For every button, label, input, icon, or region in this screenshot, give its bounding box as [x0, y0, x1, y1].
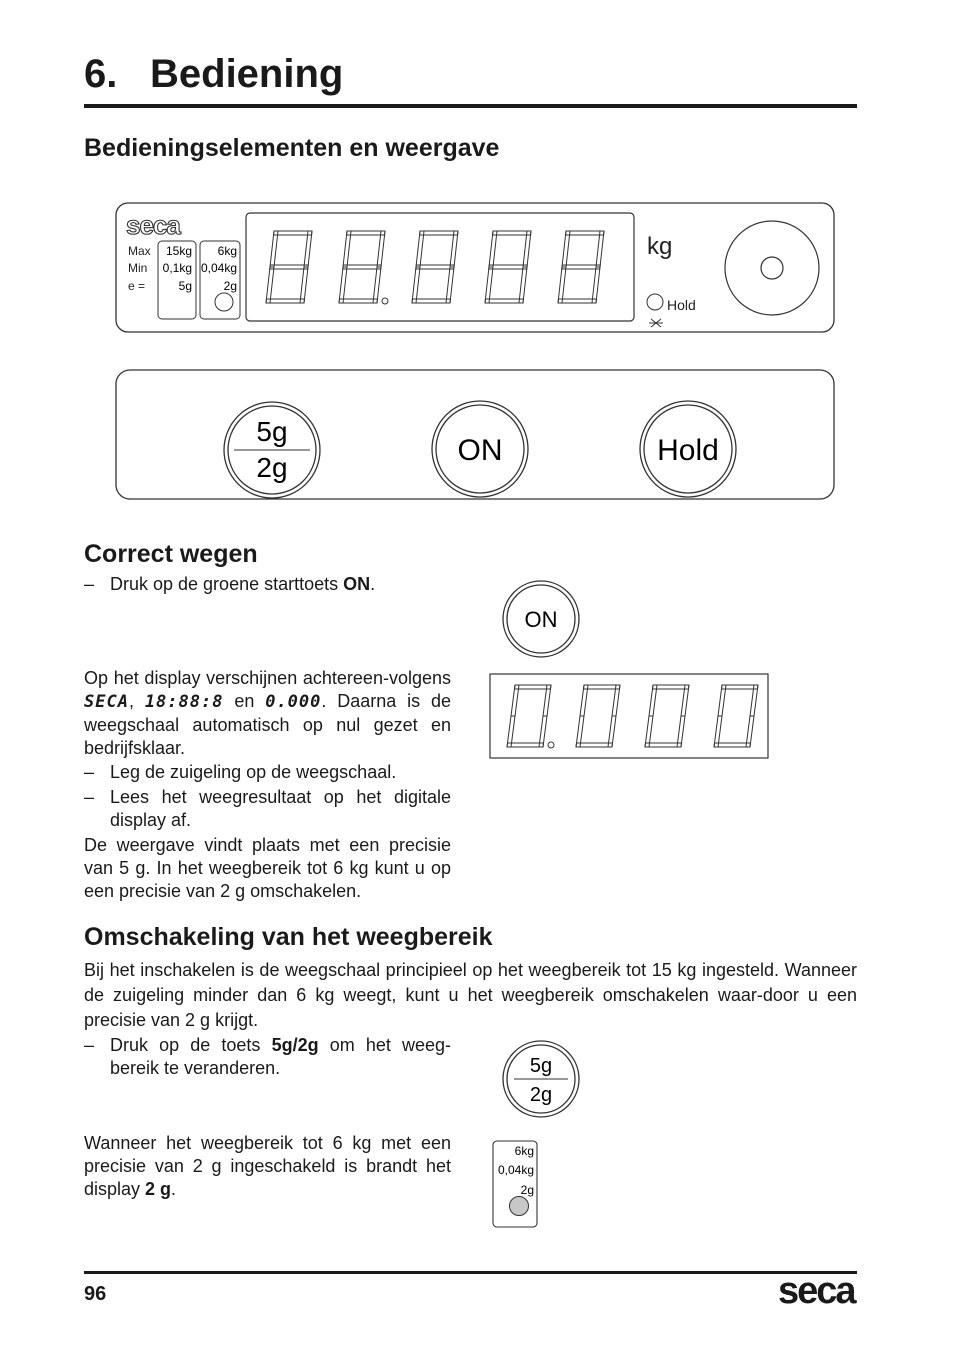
indicator-led-on	[510, 1197, 529, 1216]
step-press-range-key	[84, 1034, 451, 1080]
digit-segment	[576, 716, 584, 747]
digit-segment	[420, 231, 458, 235]
digit-segment	[592, 267, 600, 303]
seca-logo-footer: seca	[778, 1270, 855, 1312]
step-bold: 5g/2g	[271, 1035, 319, 1055]
digit-segment	[566, 231, 604, 235]
digit-segment	[583, 685, 620, 689]
hold-key-label: Hold	[657, 434, 719, 467]
range2-indicator-led	[215, 293, 233, 311]
zero-digits	[507, 685, 758, 748]
step-bold: ON	[343, 574, 371, 594]
hold-key[interactable]	[640, 401, 736, 497]
digit-segment	[485, 299, 523, 303]
display-panel	[114, 201, 838, 335]
digit-segment	[523, 231, 531, 267]
digit-segment	[416, 231, 424, 267]
digit-segment	[750, 685, 758, 716]
segment-text-seca: SECA	[84, 692, 129, 712]
list-item	[84, 786, 451, 832]
digit-segment	[343, 231, 351, 267]
hold-label: Hold	[667, 297, 696, 313]
list-item-text: Leg de zuigeling op de weegschaal.	[110, 762, 397, 782]
digit-segment	[645, 743, 682, 747]
segment-text-test: 18:88:8	[144, 692, 224, 712]
section-heading-controls: Bedieningselementen en weergave	[84, 134, 500, 162]
paragraph-display-sequence	[84, 667, 451, 760]
digit-segment	[681, 685, 689, 716]
text: Wanneer het weegbereik tot 6 kg met een precisie van 2 g ingeschakeld is brandt het display	[84, 1133, 451, 1199]
range-key-bottom-label: 2g	[256, 452, 288, 483]
on-button-illustration[interactable]	[500, 578, 584, 662]
digit-segment	[714, 716, 722, 747]
digit-segment	[266, 299, 304, 303]
dash: –	[84, 1035, 95, 1055]
range2-max: 6kg	[217, 244, 237, 258]
list-item-text: Lees het weegresultaat op het digitale display af.	[110, 787, 451, 830]
segment-text-zero: 0.000	[265, 692, 322, 712]
range2-min: 0,04kg	[200, 261, 237, 275]
step-text: Druk op de groene starttoets	[110, 574, 344, 594]
digit-segment	[493, 231, 531, 235]
keypad-panel	[114, 368, 838, 503]
chapter-title: Bediening	[150, 52, 344, 96]
digit-segment	[485, 267, 493, 303]
digit-segment	[377, 231, 385, 267]
digit-segment	[645, 716, 653, 747]
indicator-e: 2g	[520, 1183, 534, 1197]
digit-segment	[558, 267, 566, 303]
label-max: Max	[128, 244, 151, 258]
range-key-bottom: 2g	[529, 1084, 553, 1106]
zero-display	[489, 673, 771, 761]
seca-logo	[126, 210, 181, 240]
digit-segment	[721, 685, 758, 689]
range-key-top: 5g	[529, 1055, 553, 1077]
paragraph-range-intro: Bij het inschakelen is de weegschaal principieel op het weegbereik tot 15 kg ingesteld. Wanneer de zuigeling minder dan 6 kg weegt, kunt u het weegbereik omschakelen waar-door u een precisie van 2 g krijgt.	[84, 960, 857, 1030]
digit-segment	[489, 265, 527, 269]
digit-segment	[562, 231, 570, 267]
digit-segment	[562, 265, 600, 269]
digit-segment	[446, 267, 454, 303]
text: . Daarna is de weegschaal automatisch op nul gezet en bedrijfsklaar.	[84, 691, 451, 758]
digit-segment	[718, 685, 726, 716]
indicator-min: 0,04kg	[497, 1163, 534, 1177]
decimal-point	[382, 298, 388, 304]
digit-segment	[507, 743, 544, 747]
digit-segment	[373, 267, 381, 303]
range1-min: 0,1kg	[162, 261, 192, 275]
digit-segment	[576, 743, 613, 747]
digit-segment	[580, 685, 588, 716]
decimal-point	[548, 742, 554, 748]
range-key-5g-2g[interactable]	[224, 402, 320, 498]
digit-segment	[339, 299, 377, 303]
paragraph-precision: De weergave vindt plaats met een precisie van 5 g. In het weegbereik tot 6 kg kunt u op een precisie van 2 g omschakelen.	[84, 835, 451, 901]
digit-segment	[274, 231, 312, 235]
digit-segment	[558, 299, 596, 303]
steps-list	[84, 761, 451, 832]
text: ,	[128, 691, 145, 711]
title-rule	[84, 104, 857, 108]
dash: –	[84, 574, 95, 594]
digit-segment	[652, 685, 689, 689]
digit-segment	[412, 267, 420, 303]
section-heading-correct-weighing: Correct wegen	[84, 540, 258, 568]
dash: –	[84, 762, 95, 782]
digit-segment	[347, 231, 385, 235]
digit-segment	[412, 299, 450, 303]
text: en	[223, 691, 266, 711]
digit-segment	[270, 231, 278, 267]
digit-segment	[270, 265, 308, 269]
digit-segment	[649, 685, 657, 716]
digit-segment	[612, 685, 620, 716]
range2-e: 2g	[223, 279, 237, 293]
digit-segment	[677, 716, 685, 747]
text: Op het display verschijnen achtereen-volgens	[84, 668, 451, 688]
section-heading-range-switch: Omschakeling van het weegbereik	[84, 923, 493, 951]
digit-segment	[539, 716, 547, 747]
digit-segment	[519, 267, 527, 303]
level-bubble	[761, 257, 783, 279]
step-text: Druk op de toets	[110, 1035, 272, 1055]
digit-segment	[489, 231, 497, 267]
star-icon	[649, 319, 663, 327]
digit-segment	[543, 685, 551, 716]
range1-max: 15kg	[165, 244, 192, 258]
label-min: Min	[128, 261, 148, 275]
unit-kg: kg	[647, 233, 673, 260]
range-indicator-illustration	[490, 1139, 540, 1229]
svg-text:seca: seca	[126, 210, 180, 240]
indicator-max: 6kg	[514, 1144, 534, 1158]
range1-e: 5g	[178, 279, 192, 293]
range-key-illustration[interactable]	[501, 1039, 583, 1121]
label-e: e =	[128, 279, 146, 293]
lcd-digits	[266, 231, 604, 304]
dash: –	[84, 787, 95, 807]
digit-segment	[300, 267, 308, 303]
digit-segment	[511, 685, 519, 716]
on-key[interactable]	[432, 401, 528, 497]
digit-segment	[416, 265, 454, 269]
on-button-label: ON	[524, 607, 558, 632]
range-key-top-label: 5g	[256, 416, 288, 447]
chapter-number: 6.	[84, 52, 118, 96]
digit-segment	[608, 716, 616, 747]
page-number: 96	[84, 1283, 107, 1305]
paragraph-2g-indicator	[84, 1132, 451, 1201]
digit-segment	[596, 231, 604, 267]
step-post: om het weeg-bereik te veranderen.	[110, 1035, 451, 1078]
page-title	[84, 52, 343, 97]
text-bold: 2 g	[145, 1179, 172, 1199]
digit-segment	[507, 716, 515, 747]
digit-segment	[450, 231, 458, 267]
digit-segment	[514, 685, 551, 689]
footer-rule	[84, 1271, 857, 1274]
digit-segment	[304, 231, 312, 267]
list-item	[84, 761, 451, 784]
digit-segment	[343, 265, 381, 269]
on-key-label: ON	[457, 434, 503, 467]
level-indicator	[725, 221, 819, 315]
digit-segment	[714, 743, 751, 747]
step-post: .	[370, 574, 376, 594]
digit-segment	[746, 716, 754, 747]
hold-led	[647, 294, 663, 310]
digit-segment	[339, 267, 347, 303]
digit-segment	[266, 267, 274, 303]
text: .	[171, 1179, 177, 1199]
step-press-on	[84, 573, 464, 596]
